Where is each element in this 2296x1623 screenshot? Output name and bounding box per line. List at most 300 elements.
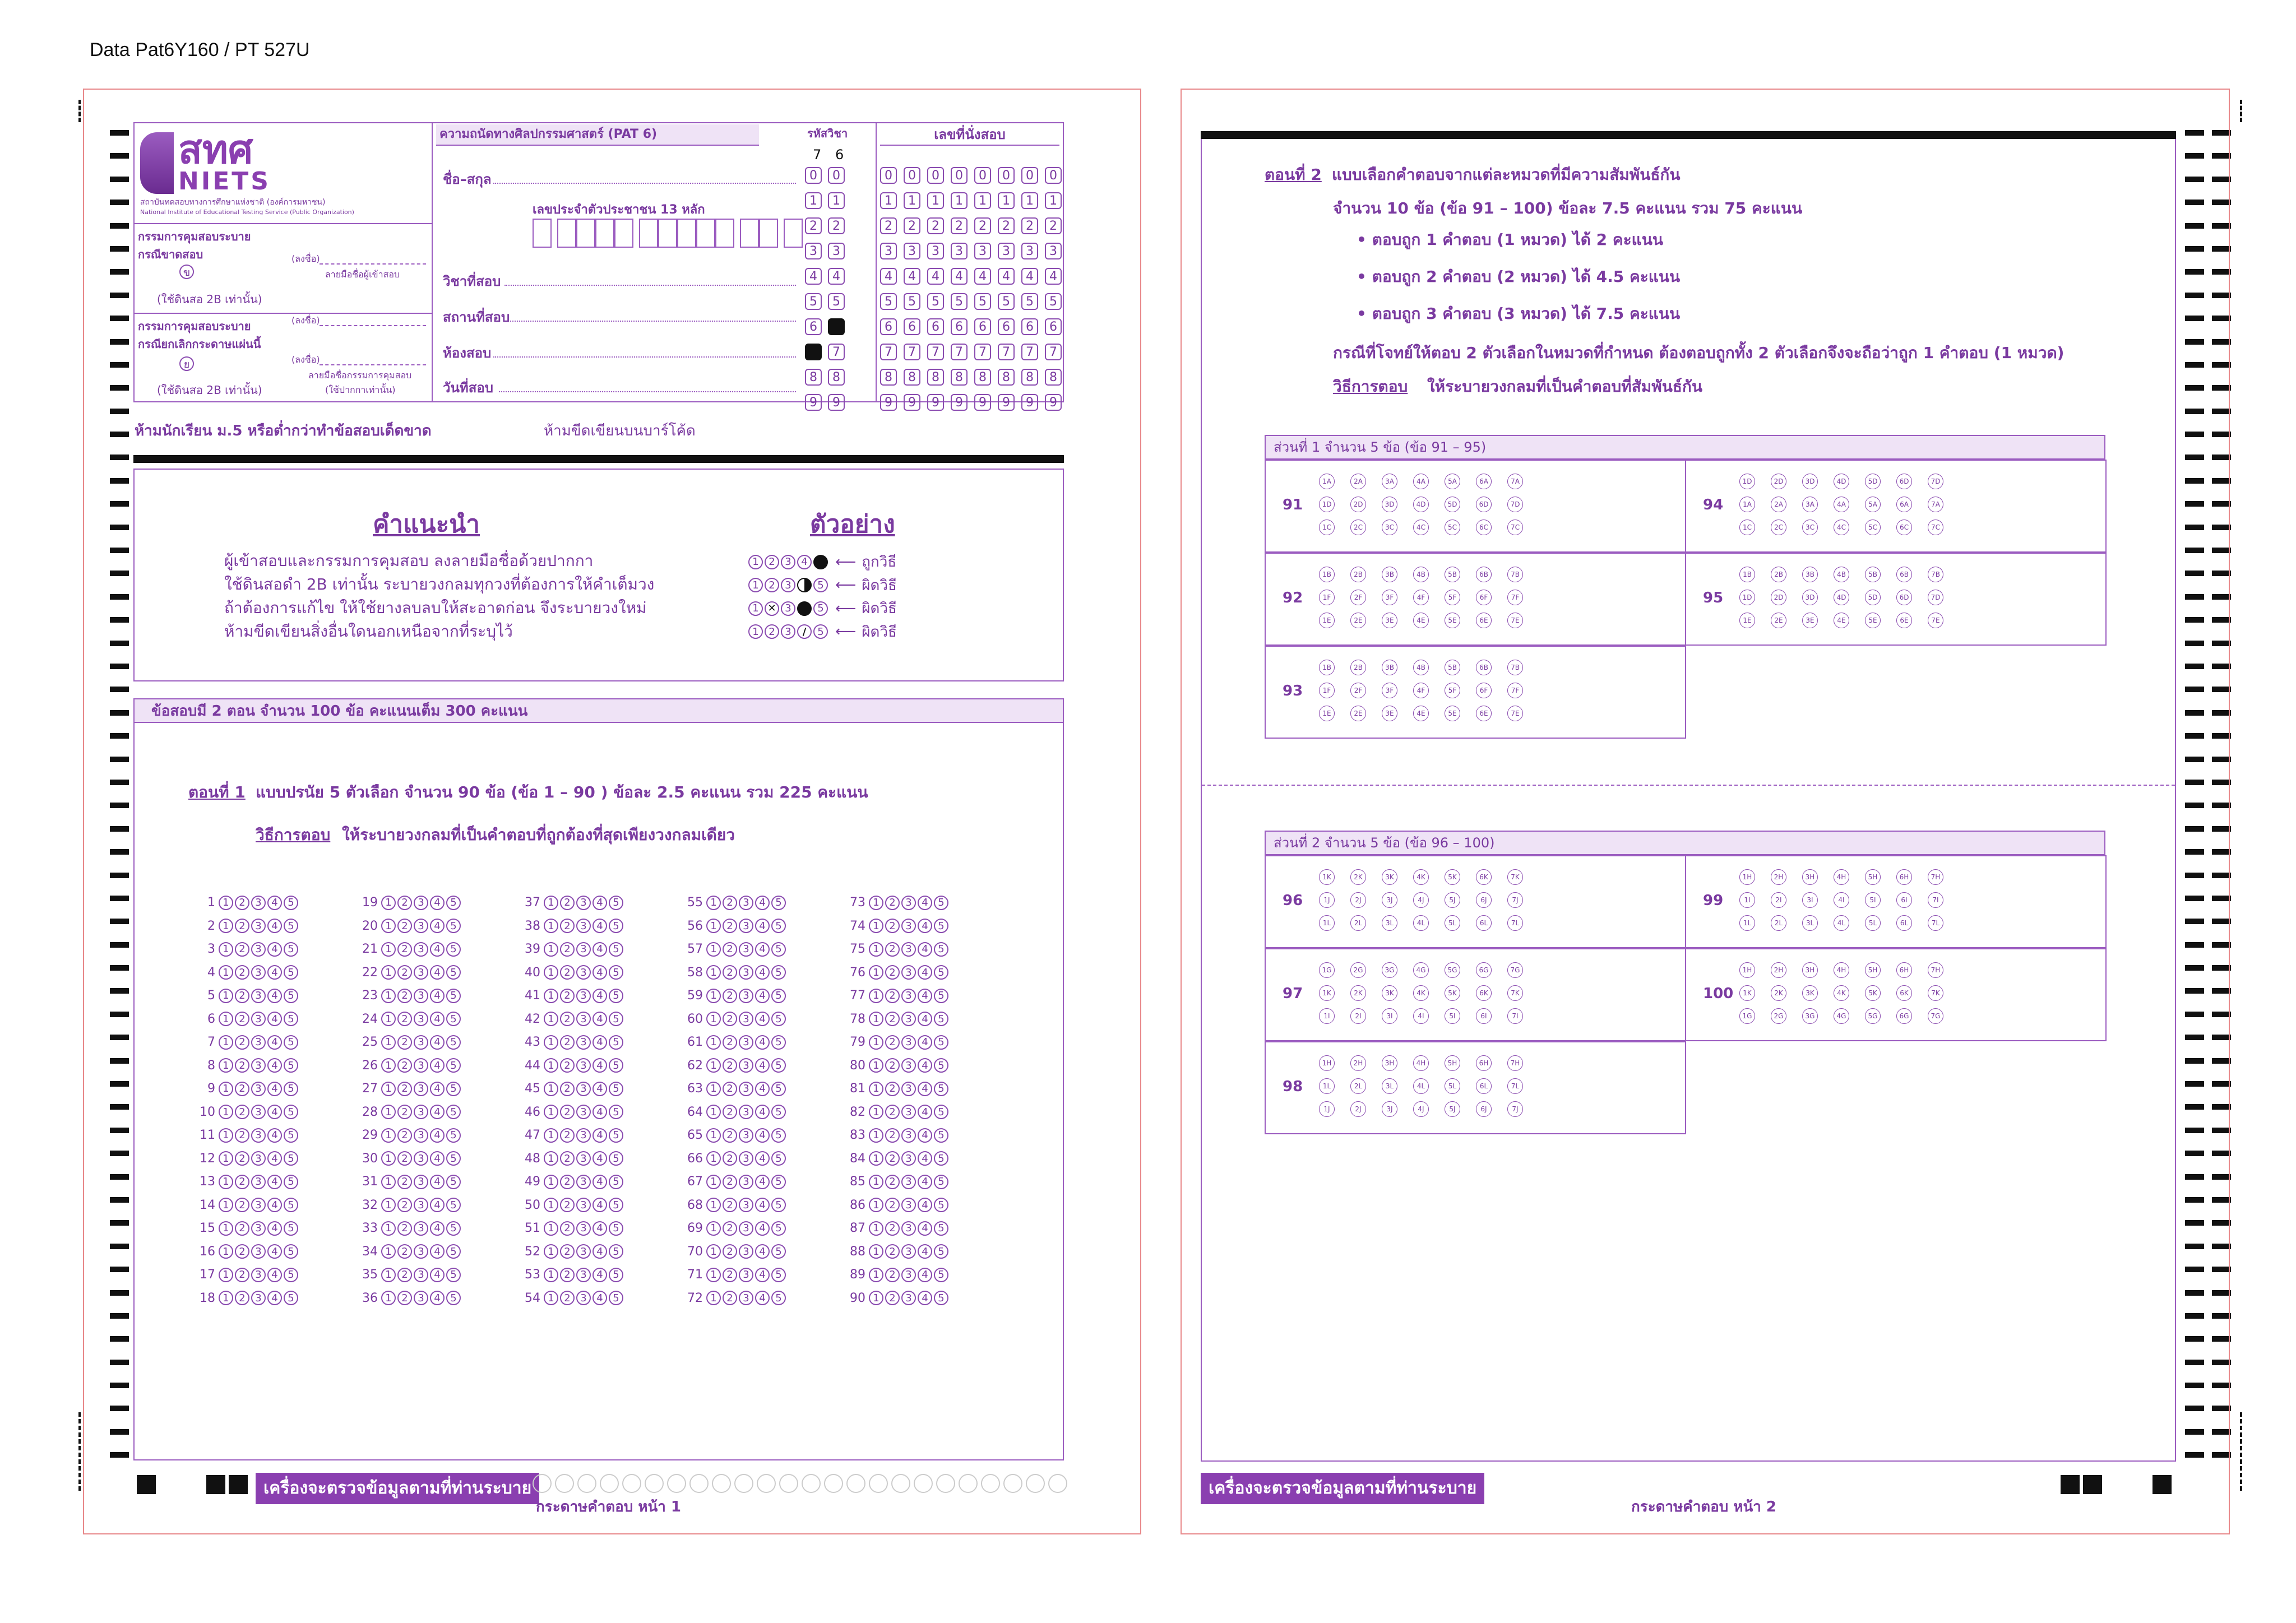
answer-bubble[interactable]: 1 (544, 896, 558, 910)
option-bubble[interactable]: 1D (1739, 474, 1755, 489)
answer-bubble[interactable]: 5 (284, 1035, 298, 1050)
answer-bubble[interactable]: 2 (885, 1244, 900, 1259)
option-bubble[interactable]: 7E (1507, 613, 1523, 628)
digit-bubble[interactable]: 1 (828, 192, 845, 209)
answer-bubble[interactable]: 4 (430, 942, 445, 957)
option-bubble[interactable]: 5D (1865, 590, 1881, 605)
digit-bubble[interactable]: 3 (828, 243, 845, 259)
option-bubble[interactable]: 2G (1350, 962, 1366, 978)
digit-bubble[interactable]: 1 (951, 192, 968, 209)
digit-bubble[interactable]: 2 (998, 217, 1015, 234)
option-bubble[interactable]: 1K (1319, 985, 1335, 1001)
option-bubble[interactable]: 6L (1476, 1078, 1492, 1094)
answer-bubble[interactable]: 4 (592, 1151, 607, 1166)
option-bubble[interactable]: 2B (1350, 660, 1366, 675)
answer-bubble[interactable]: 2 (397, 942, 412, 957)
answer-bubble[interactable]: 1 (544, 919, 558, 933)
answer-bubble[interactable]: 2 (235, 896, 249, 910)
answer-bubble[interactable]: 3 (414, 1035, 428, 1050)
answer-bubble[interactable]: 1 (869, 1198, 883, 1212)
answer-bubble[interactable]: 5 (771, 942, 786, 957)
answer-bubble[interactable]: 4 (430, 1035, 445, 1050)
option-bubble[interactable]: 1L (1319, 915, 1335, 931)
digit-bubble[interactable]: 4 (1021, 268, 1038, 285)
answer-bubble[interactable]: 4 (755, 1291, 770, 1305)
answer-bubble[interactable]: 1 (381, 1268, 396, 1282)
option-bubble[interactable]: 7J (1507, 1101, 1523, 1117)
answer-bubble[interactable]: 5 (446, 1221, 461, 1236)
answer-bubble[interactable]: 1 (706, 896, 721, 910)
option-bubble[interactable]: 6B (1476, 660, 1492, 675)
answer-bubble[interactable]: 2 (723, 919, 737, 933)
option-bubble[interactable]: 6H (1896, 869, 1912, 885)
answer-bubble[interactable]: 4 (592, 1105, 607, 1119)
answer-bubble[interactable]: 3 (251, 1221, 266, 1236)
answer-bubble[interactable]: 4 (592, 1175, 607, 1189)
option-bubble[interactable]: 6K (1476, 869, 1492, 885)
option-bubble[interactable]: 5H (1865, 869, 1881, 885)
answer-bubble[interactable]: 3 (576, 1035, 591, 1050)
option-bubble[interactable]: 4I (1834, 892, 1849, 908)
digit-bubble[interactable]: 5 (880, 293, 897, 310)
answer-bubble[interactable]: 5 (934, 919, 948, 933)
option-bubble[interactable]: 3D (1802, 474, 1818, 489)
answer-bubble[interactable]: 1 (869, 1151, 883, 1166)
option-bubble[interactable]: 3J (1382, 1101, 1397, 1117)
answer-bubble[interactable]: 4 (918, 965, 932, 980)
option-bubble[interactable]: 7D (1507, 497, 1523, 512)
option-bubble[interactable]: 3F (1382, 683, 1397, 698)
answer-bubble[interactable]: 2 (560, 989, 575, 1003)
id-digit-box[interactable] (576, 219, 595, 248)
answer-bubble[interactable]: 3 (414, 965, 428, 980)
option-bubble[interactable]: 3G (1382, 962, 1397, 978)
option-bubble[interactable]: 2H (1350, 1055, 1366, 1071)
answer-bubble[interactable]: 4 (267, 919, 282, 933)
answer-bubble[interactable]: 1 (219, 1012, 233, 1026)
answer-bubble[interactable]: 5 (284, 1012, 298, 1026)
answer-bubble[interactable]: 3 (901, 1035, 916, 1050)
digit-bubble[interactable]: 6 (1045, 318, 1062, 335)
answer-bubble[interactable]: 2 (397, 1198, 412, 1212)
answer-bubble[interactable]: 3 (739, 1221, 753, 1236)
option-bubble[interactable]: 4L (1413, 915, 1429, 931)
option-bubble[interactable]: 4B (1413, 660, 1429, 675)
option-bubble[interactable]: 2H (1771, 869, 1786, 885)
answer-bubble[interactable]: 5 (934, 1221, 948, 1236)
option-bubble[interactable]: 4A (1834, 497, 1849, 512)
option-bubble[interactable]: 1G (1319, 962, 1335, 978)
digit-bubble[interactable]: 4 (974, 268, 991, 285)
option-bubble[interactable]: 1E (1319, 706, 1335, 721)
answer-bubble[interactable]: 3 (901, 919, 916, 933)
answer-bubble[interactable]: 3 (739, 1268, 753, 1282)
answer-bubble[interactable]: 2 (560, 1012, 575, 1026)
answer-bubble[interactable]: 1 (706, 1291, 721, 1305)
option-bubble[interactable]: 3L (1382, 915, 1397, 931)
option-bubble[interactable]: 1H (1319, 1055, 1335, 1071)
digit-bubble[interactable]: 5 (998, 293, 1015, 310)
option-bubble[interactable]: 3B (1382, 660, 1397, 675)
answer-bubble[interactable]: 3 (576, 896, 591, 910)
digit-bubble[interactable]: 7 (880, 344, 897, 360)
answer-bubble[interactable]: 4 (918, 1221, 932, 1236)
answer-bubble[interactable]: 1 (544, 1035, 558, 1050)
digit-bubble[interactable]: 5 (805, 293, 822, 310)
answer-bubble[interactable]: 5 (284, 1291, 298, 1305)
digit-bubble[interactable]: 9 (1021, 394, 1038, 411)
answer-bubble[interactable]: 4 (430, 989, 445, 1003)
digit-bubble[interactable]: 3 (1045, 243, 1062, 259)
id-digit-box[interactable] (759, 219, 778, 248)
digit-bubble[interactable]: 5 (1045, 293, 1062, 310)
option-bubble[interactable]: 6I (1896, 892, 1912, 908)
option-bubble[interactable]: 6K (1896, 985, 1912, 1001)
answer-bubble[interactable]: 2 (235, 1244, 249, 1259)
digit-bubble[interactable]: 6 (951, 318, 968, 335)
answer-bubble[interactable]: 1 (869, 1244, 883, 1259)
option-bubble[interactable]: 5C (1445, 520, 1460, 535)
answer-bubble[interactable]: 2 (560, 1221, 575, 1236)
option-bubble[interactable]: 4F (1413, 590, 1429, 605)
answer-bubble[interactable]: 4 (918, 989, 932, 1003)
id-digit-box[interactable] (557, 219, 576, 248)
option-bubble[interactable]: 2D (1350, 497, 1366, 512)
digit-bubble[interactable]: 9 (904, 394, 920, 411)
answer-bubble[interactable]: 5 (934, 1058, 948, 1073)
option-bubble[interactable]: 3H (1802, 869, 1818, 885)
answer-bubble[interactable]: 1 (706, 942, 721, 957)
answer-bubble[interactable]: 3 (251, 1082, 266, 1096)
option-bubble[interactable]: 7H (1507, 1055, 1523, 1071)
option-bubble[interactable]: 5K (1865, 985, 1881, 1001)
digit-bubble[interactable]: 1 (927, 192, 944, 209)
answer-bubble[interactable]: 5 (771, 1221, 786, 1236)
answer-bubble[interactable]: 5 (771, 989, 786, 1003)
option-bubble[interactable]: 1G (1739, 1008, 1755, 1024)
digit-bubble[interactable]: 2 (904, 217, 920, 234)
answer-bubble[interactable]: 5 (771, 1268, 786, 1282)
option-bubble[interactable]: 7H (1928, 962, 1943, 978)
answer-bubble[interactable]: 2 (885, 896, 900, 910)
answer-bubble[interactable]: 4 (755, 919, 770, 933)
answer-bubble[interactable]: 2 (397, 1035, 412, 1050)
answer-bubble[interactable]: 1 (381, 919, 396, 933)
answer-bubble[interactable]: 5 (934, 1082, 948, 1096)
answer-bubble[interactable]: 1 (544, 1175, 558, 1189)
answer-bubble[interactable]: 3 (251, 1268, 266, 1282)
option-bubble[interactable]: 5I (1865, 892, 1881, 908)
answer-bubble[interactable]: 1 (219, 989, 233, 1003)
option-bubble[interactable]: 6K (1476, 985, 1492, 1001)
option-bubble[interactable]: 6C (1896, 520, 1912, 535)
answer-bubble[interactable]: 1 (544, 1058, 558, 1073)
option-bubble[interactable]: 5G (1865, 1008, 1881, 1024)
option-bubble[interactable]: 1B (1739, 567, 1755, 582)
answer-bubble[interactable]: 2 (723, 1035, 737, 1050)
answer-bubble[interactable]: 1 (381, 1175, 396, 1189)
digit-bubble[interactable]: 8 (974, 369, 991, 386)
answer-bubble[interactable]: 2 (235, 919, 249, 933)
answer-bubble[interactable]: 4 (918, 919, 932, 933)
answer-bubble[interactable]: 2 (885, 989, 900, 1003)
answer-bubble[interactable]: 3 (576, 1012, 591, 1026)
answer-bubble[interactable]: 2 (723, 1128, 737, 1143)
answer-bubble[interactable]: 2 (723, 1268, 737, 1282)
answer-bubble[interactable]: 3 (251, 989, 266, 1003)
answer-bubble[interactable]: 3 (739, 1151, 753, 1166)
answer-bubble[interactable]: 2 (723, 1058, 737, 1073)
answer-bubble[interactable]: 3 (251, 1244, 266, 1259)
answer-bubble[interactable]: 3 (414, 919, 428, 933)
answer-bubble[interactable]: 5 (934, 965, 948, 980)
option-bubble[interactable]: 5E (1445, 706, 1460, 721)
option-bubble[interactable]: 4D (1834, 590, 1849, 605)
option-bubble[interactable]: 7I (1507, 1008, 1523, 1024)
answer-bubble[interactable]: 4 (755, 965, 770, 980)
answer-bubble[interactable]: 4 (755, 1268, 770, 1282)
answer-bubble[interactable]: 4 (430, 1221, 445, 1236)
answer-bubble[interactable]: 4 (430, 919, 445, 933)
answer-bubble[interactable]: 3 (414, 896, 428, 910)
option-bubble[interactable]: 5E (1445, 613, 1460, 628)
option-bubble[interactable]: 2F (1350, 590, 1366, 605)
option-bubble[interactable]: 1I (1739, 892, 1755, 908)
id-digit-box[interactable] (533, 219, 552, 248)
answer-bubble[interactable]: 1 (869, 1012, 883, 1026)
option-bubble[interactable]: 4J (1413, 1101, 1429, 1117)
option-bubble[interactable]: 5B (1865, 567, 1881, 582)
option-bubble[interactable]: 4A (1413, 474, 1429, 489)
answer-bubble[interactable]: 4 (430, 1151, 445, 1166)
answer-bubble[interactable]: 5 (771, 965, 786, 980)
option-bubble[interactable]: 5L (1865, 915, 1881, 931)
answer-bubble[interactable]: 1 (544, 989, 558, 1003)
answer-bubble[interactable]: 4 (592, 1128, 607, 1143)
option-bubble[interactable]: 4K (1834, 985, 1849, 1001)
answer-bubble[interactable]: 1 (544, 1151, 558, 1166)
answer-bubble[interactable]: 2 (885, 1128, 900, 1143)
answer-bubble[interactable]: 1 (869, 1221, 883, 1236)
digit-bubble[interactable]: 7 (828, 344, 845, 360)
answer-bubble[interactable]: 5 (446, 989, 461, 1003)
answer-bubble[interactable]: 5 (771, 1291, 786, 1305)
answer-bubble[interactable]: 2 (560, 1268, 575, 1282)
answer-bubble[interactable]: 3 (414, 1175, 428, 1189)
option-bubble[interactable]: 2B (1350, 567, 1366, 582)
answer-bubble[interactable]: 2 (235, 1035, 249, 1050)
option-bubble[interactable]: 5B (1445, 660, 1460, 675)
option-bubble[interactable]: 3K (1382, 985, 1397, 1001)
digit-bubble[interactable]: 0 (805, 167, 822, 184)
digit-bubble[interactable]: 8 (998, 369, 1015, 386)
answer-bubble[interactable]: 5 (446, 1268, 461, 1282)
option-bubble[interactable]: 4L (1413, 1078, 1429, 1094)
answer-bubble[interactable]: 1 (219, 1175, 233, 1189)
answer-bubble[interactable]: 5 (609, 1035, 623, 1050)
answer-bubble[interactable]: 1 (544, 1221, 558, 1236)
answer-bubble[interactable]: 3 (576, 1175, 591, 1189)
answer-bubble[interactable]: 2 (397, 919, 412, 933)
option-bubble[interactable]: 5H (1865, 962, 1881, 978)
answer-bubble[interactable]: 3 (739, 942, 753, 957)
answer-bubble[interactable]: 1 (869, 1268, 883, 1282)
option-bubble[interactable]: 4C (1834, 520, 1849, 535)
answer-bubble[interactable]: 5 (284, 1221, 298, 1236)
answer-bubble[interactable]: 2 (397, 1082, 412, 1096)
answer-bubble[interactable]: 1 (706, 965, 721, 980)
answer-bubble[interactable]: 5 (609, 1012, 623, 1026)
option-bubble[interactable]: 3F (1382, 590, 1397, 605)
answer-bubble[interactable]: 5 (446, 1198, 461, 1212)
option-bubble[interactable]: 1H (1739, 962, 1755, 978)
answer-bubble[interactable]: 5 (771, 1012, 786, 1026)
answer-bubble[interactable]: 4 (592, 965, 607, 980)
answer-bubble[interactable]: 1 (219, 1035, 233, 1050)
answer-bubble[interactable]: 1 (544, 1268, 558, 1282)
option-bubble[interactable]: 4K (1413, 985, 1429, 1001)
answer-bubble[interactable]: 5 (284, 1082, 298, 1096)
option-bubble[interactable]: 6E (1476, 706, 1492, 721)
answer-bubble[interactable]: 5 (446, 1105, 461, 1119)
option-bubble[interactable]: 2I (1350, 1008, 1366, 1024)
answer-bubble[interactable]: 1 (544, 1012, 558, 1026)
answer-bubble[interactable]: 2 (235, 989, 249, 1003)
answer-bubble[interactable]: 4 (592, 942, 607, 957)
option-bubble[interactable]: 2E (1350, 613, 1366, 628)
option-bubble[interactable]: 7F (1507, 590, 1523, 605)
digit-bubble[interactable]: 8 (805, 369, 822, 386)
answer-bubble[interactable]: 2 (885, 1291, 900, 1305)
answer-bubble[interactable]: 5 (446, 1082, 461, 1096)
answer-bubble[interactable]: 2 (235, 1058, 249, 1073)
answer-bubble[interactable]: 2 (235, 1082, 249, 1096)
answer-bubble[interactable]: 1 (381, 1082, 396, 1096)
id-digit-box[interactable] (595, 219, 614, 248)
option-bubble[interactable]: 3C (1802, 520, 1818, 535)
option-bubble[interactable]: 6L (1476, 915, 1492, 931)
answer-bubble[interactable]: 5 (934, 1291, 948, 1305)
digit-bubble[interactable]: 6 (904, 318, 920, 335)
answer-bubble[interactable]: 4 (755, 1221, 770, 1236)
answer-bubble[interactable]: 4 (918, 1175, 932, 1189)
answer-bubble[interactable]: 4 (755, 989, 770, 1003)
answer-bubble[interactable]: 1 (869, 896, 883, 910)
answer-bubble[interactable]: 1 (869, 1291, 883, 1305)
digit-bubble[interactable]: 8 (904, 369, 920, 386)
answer-bubble[interactable]: 1 (706, 1058, 721, 1073)
answer-bubble[interactable]: 3 (901, 1221, 916, 1236)
answer-bubble[interactable]: 4 (267, 1291, 282, 1305)
answer-bubble[interactable]: 5 (284, 965, 298, 980)
answer-bubble[interactable]: 1 (706, 1128, 721, 1143)
digit-bubble[interactable]: 1 (974, 192, 991, 209)
digit-bubble[interactable]: 3 (927, 243, 944, 259)
answer-bubble[interactable]: 3 (901, 1128, 916, 1143)
answer-bubble[interactable]: 4 (430, 1082, 445, 1096)
option-bubble[interactable]: 1D (1739, 590, 1755, 605)
digit-bubble[interactable]: 2 (828, 217, 845, 234)
answer-bubble[interactable]: 4 (430, 1128, 445, 1143)
answer-bubble[interactable]: 4 (430, 1198, 445, 1212)
answer-bubble[interactable]: 4 (592, 1221, 607, 1236)
answer-bubble[interactable]: 5 (934, 989, 948, 1003)
option-bubble[interactable]: 2C (1350, 520, 1366, 535)
answer-bubble[interactable]: 3 (901, 965, 916, 980)
answer-bubble[interactable]: 1 (219, 1105, 233, 1119)
option-bubble[interactable]: 6G (1476, 962, 1492, 978)
answer-bubble[interactable]: 2 (397, 896, 412, 910)
answer-bubble[interactable]: 5 (609, 965, 623, 980)
answer-bubble[interactable]: 1 (219, 1291, 233, 1305)
digit-bubble[interactable]: 8 (1021, 369, 1038, 386)
answer-bubble[interactable]: 5 (771, 1058, 786, 1073)
option-bubble[interactable]: 2A (1350, 474, 1366, 489)
answer-bubble[interactable]: 3 (901, 1268, 916, 1282)
answer-bubble[interactable]: 3 (414, 1291, 428, 1305)
answer-bubble[interactable]: 2 (723, 1198, 737, 1212)
answer-bubble[interactable]: 5 (446, 1244, 461, 1259)
option-bubble[interactable]: 6B (1476, 567, 1492, 582)
option-bubble[interactable]: 7G (1928, 1008, 1943, 1024)
option-bubble[interactable]: 3J (1382, 892, 1397, 908)
answer-bubble[interactable]: 5 (284, 1175, 298, 1189)
answer-bubble[interactable]: 1 (219, 1268, 233, 1282)
id-digit-box[interactable] (658, 219, 677, 248)
answer-bubble[interactable]: 5 (934, 1035, 948, 1050)
answer-bubble[interactable]: 4 (592, 1244, 607, 1259)
digit-bubble[interactable]: 4 (1045, 268, 1062, 285)
answer-bubble[interactable]: 4 (755, 1244, 770, 1259)
answer-bubble[interactable]: 5 (609, 919, 623, 933)
option-bubble[interactable]: 7C (1928, 520, 1943, 535)
answer-bubble[interactable]: 5 (609, 1128, 623, 1143)
answer-bubble[interactable]: 4 (430, 1012, 445, 1026)
option-bubble[interactable]: 4H (1834, 962, 1849, 978)
option-bubble[interactable]: 7J (1507, 892, 1523, 908)
answer-bubble[interactable]: 1 (381, 1151, 396, 1166)
digit-bubble[interactable]: 5 (974, 293, 991, 310)
answer-bubble[interactable]: 1 (219, 1151, 233, 1166)
answer-bubble[interactable]: 3 (414, 1012, 428, 1026)
option-bubble[interactable]: 2C (1771, 520, 1786, 535)
digit-bubble[interactable]: 5 (951, 293, 968, 310)
digit-bubble[interactable]: 0 (904, 167, 920, 184)
answer-bubble[interactable]: 4 (592, 1035, 607, 1050)
answer-bubble[interactable]: 4 (755, 896, 770, 910)
option-bubble[interactable]: 6H (1896, 962, 1912, 978)
answer-bubble[interactable]: 3 (739, 1105, 753, 1119)
answer-bubble[interactable]: 5 (934, 1012, 948, 1026)
option-bubble[interactable]: 3B (1382, 567, 1397, 582)
option-bubble[interactable]: 5K (1445, 985, 1460, 1001)
option-bubble[interactable]: 7A (1928, 497, 1943, 512)
answer-bubble[interactable]: 3 (251, 1198, 266, 1212)
option-bubble[interactable]: 5J (1445, 892, 1460, 908)
option-bubble[interactable]: 7I (1928, 892, 1943, 908)
answer-bubble[interactable]: 3 (901, 1012, 916, 1026)
answer-bubble[interactable]: 2 (397, 1105, 412, 1119)
answer-bubble[interactable]: 5 (771, 1128, 786, 1143)
digit-bubble[interactable]: 0 (1045, 167, 1062, 184)
answer-bubble[interactable]: 2 (560, 942, 575, 957)
answer-bubble[interactable]: 3 (739, 896, 753, 910)
option-bubble[interactable]: 1F (1319, 590, 1335, 605)
option-bubble[interactable]: 6I (1476, 1008, 1492, 1024)
answer-bubble[interactable]: 4 (918, 1058, 932, 1073)
digit-bubble[interactable]: 6 (974, 318, 991, 335)
id-digit-box[interactable] (639, 219, 658, 248)
